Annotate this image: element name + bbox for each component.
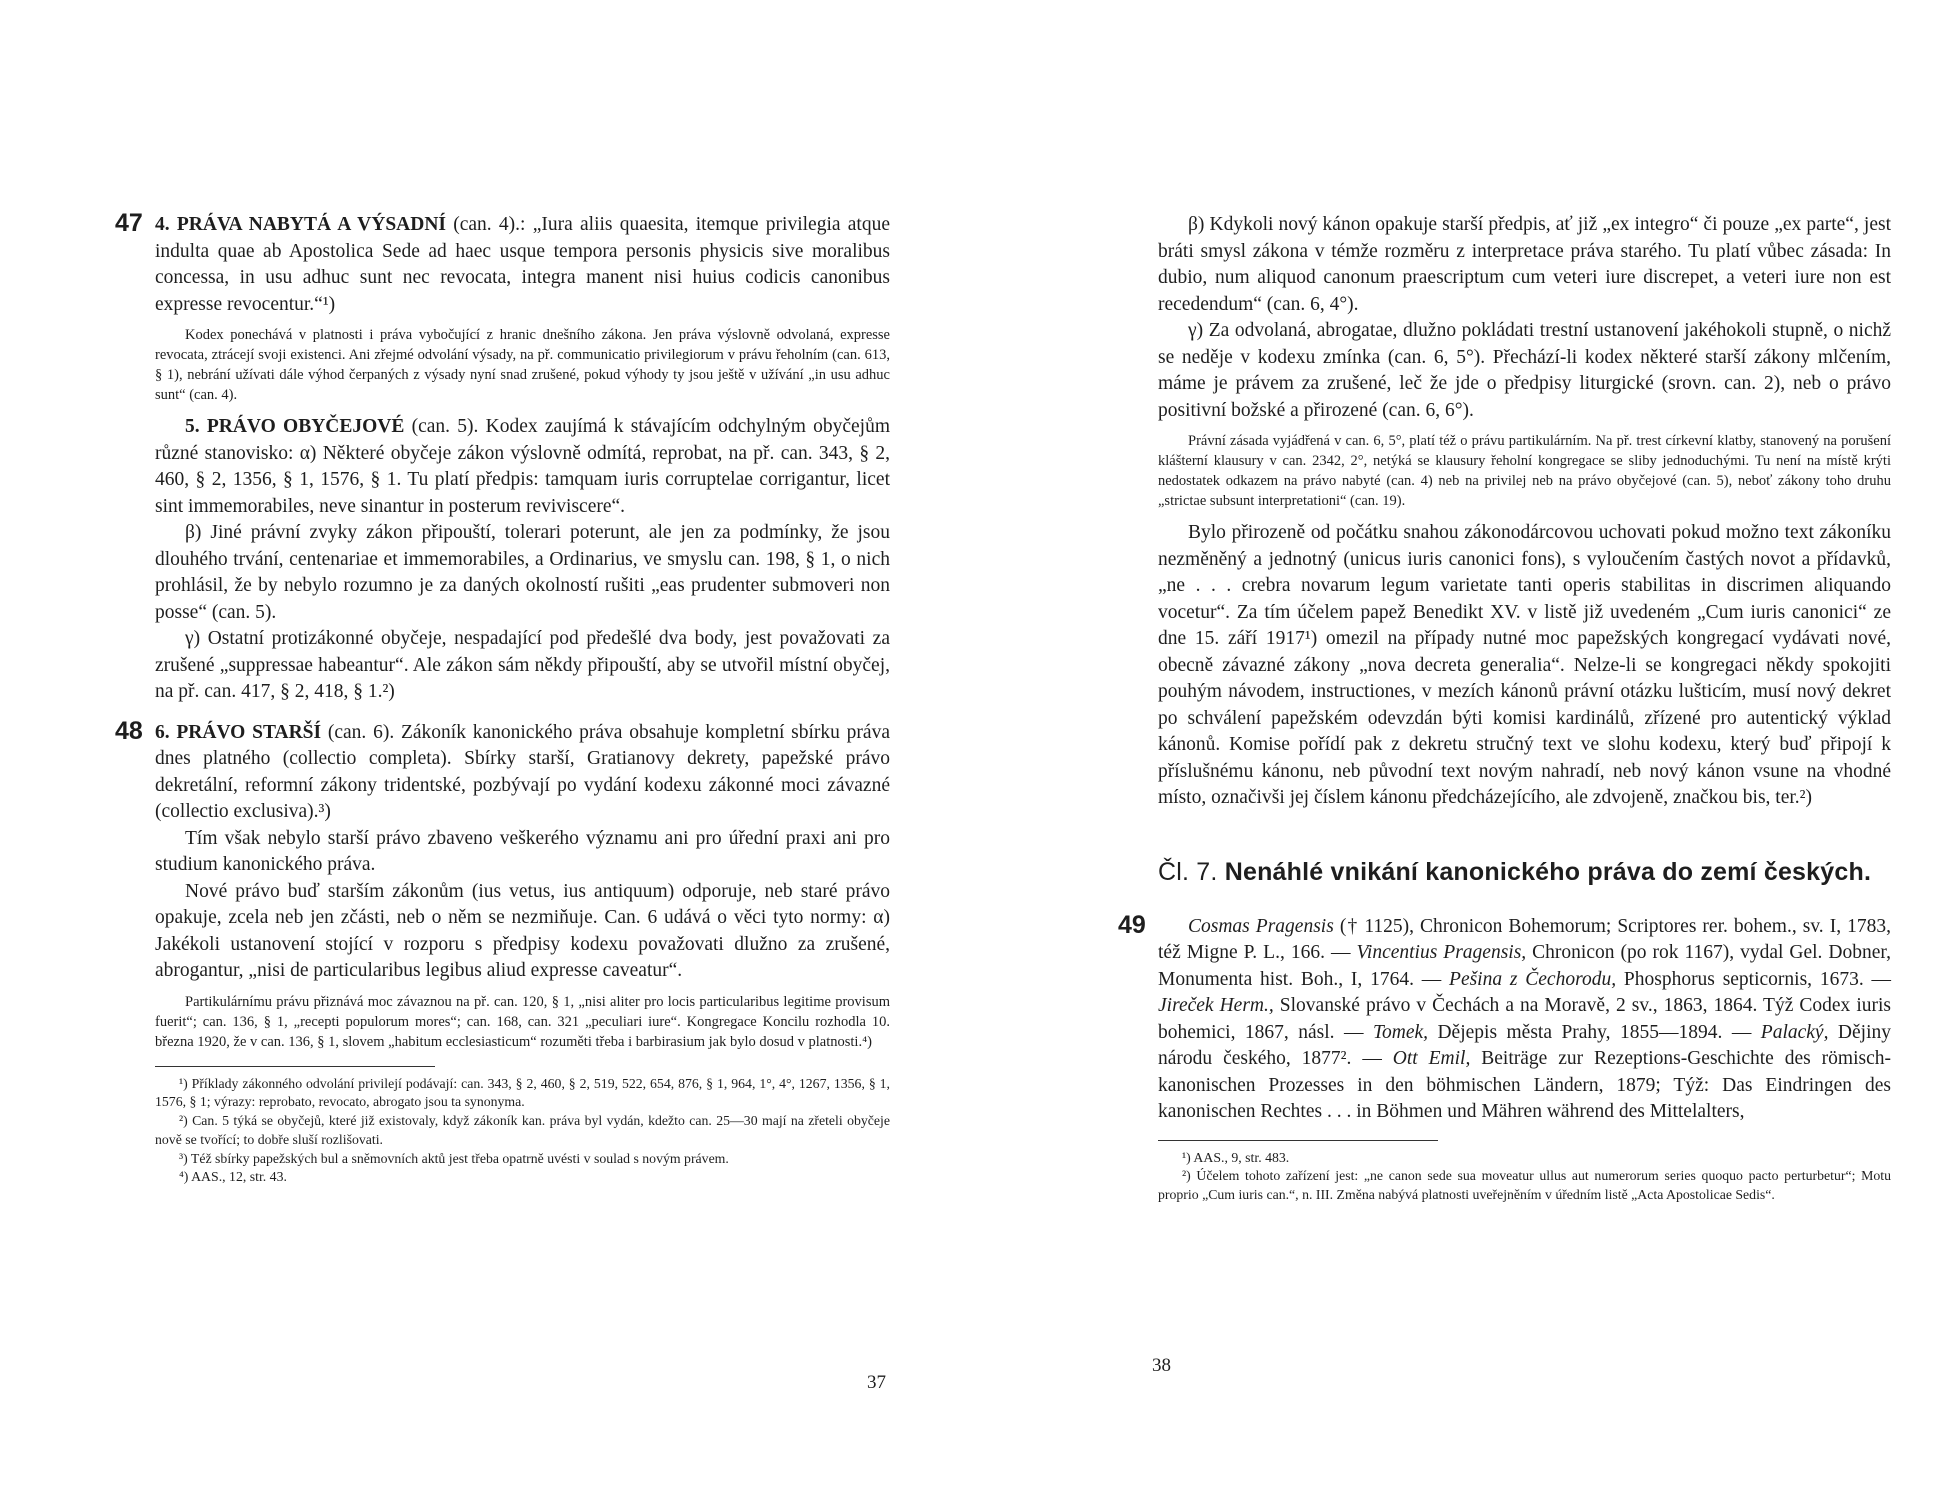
citation-author: Vincentius Pragensis, [1356, 942, 1527, 963]
left-text-column [115, 209, 890, 1187]
citation-text: Chronicon (po rok 1167), vydal Gel. Dobner, Monumenta hist. Boh., I, 1764. — [1158, 942, 1891, 990]
margin-number-48: 48 [115, 716, 143, 745]
margin-number-47: 47 [115, 209, 143, 237]
citation-author: Pešina z Čechorodu, [1449, 968, 1617, 990]
margin-number-49: 49 [1118, 910, 1146, 939]
right-text-column [1118, 212, 1892, 1205]
paragraph-text: (can. 4).: „Iura aliis quaesita, itemque privilegia atque indulta quae ab Apostolica Sede ad haec usque tempora personis physicis sive moralibus concessa, in usu adhuc sunt nec revocata, integra manent nisi huius codicis canonibus expresse revocentur.“¹) [155, 214, 890, 315]
citation-author: Ott Emil, [1392, 1048, 1471, 1069]
heading-pravo-obycejove: 5. PRÁVO OBYČEJOVÉ [185, 416, 405, 437]
heading-prava-nabyta: 4. PRÁVA NABYTÁ A VÝSADNÍ [155, 214, 447, 235]
footnote-1: ¹) AAS., 9, str. 483. [1182, 1149, 1290, 1165]
heading-pravo-starsi: 6. PRÁVO STARŠÍ [155, 721, 322, 743]
footnote-1: ¹) Příklady zákonného odvolání privilejí podávají: can. 343, § 2, 460, § 2, 519, 522, 654, 876, § 1, 964, 1°, 4°, 1267, 1356, § 1, 1576, § 1; výrazy: reprobato, revocato, abrogato jsou ta synonyma. [155, 1075, 890, 1110]
citation-text: Slovanské právo v Čechách a na Moravě, 2 sv., 1863, 1864. Týž Codex iuris bohemici, 1867, násl. — [1158, 995, 1891, 1043]
page-number: 38 [1152, 1355, 1171, 1376]
paragraph-gamma-odvolana: γ) Za odvolaná, abrogatae, dlužno pokládati trestní ustanovení jakéhokoli stupně, o nichž se neděje v kodexu zmínka (can. 6, 5°). Přechází-li kodex některé starší zákony mlčením, máme je právem za zrušené, leč že jde o předpisy liturgické (srovn. can. 2), neb o právo positivní božské a přirozené (can. 6, 6°). [1158, 320, 1891, 421]
footnote-rule [1158, 1140, 1438, 1141]
section-heading [1158, 856, 1891, 888]
paragraph-47 [115, 209, 890, 318]
citation-author: Palacký, [1760, 1021, 1829, 1043]
citation-author: Tomek, [1372, 1021, 1429, 1043]
section-title: Nenáhlé vnikání kanonického práva do zemí českých. [1224, 857, 1872, 886]
citation-author: Jireček Herm., [1158, 995, 1274, 1016]
page-number: 37 [867, 1372, 886, 1393]
paragraph-gamma: γ) Ostatní protizákonné obyčeje, nespadající pod předešlé dva body, jest považovati za zrušené „suppressae habeantur“. Ale zákon sám někdy připouští, aby se utvořil místní obyčej, na př. can. 417, § 2, 418, § 1.²) [155, 628, 890, 702]
section-number: Čl. 7. [1158, 857, 1218, 886]
small-note: Partikulárnímu právu přiznává moc závaznou na př. can. 120, § 1, „nisi aliter pro locis particularibus legitime provisum fuerit“; can. 136, § 1, „recepti populorum mores“; can. 168, can. 321 „peculiari iure“. Kongregace Koncilu rozhodla 10. března 1920, že v can. 136, § 1, slovem „habitum ecclesiasticum“ rozuměti třeba i barbirasium jak bylo dosud v platnosti.⁴) [155, 993, 890, 1050]
citation-author: Cosmas Pragensis [1188, 915, 1334, 937]
footnote-rule [155, 1066, 435, 1067]
paragraph-nove-pravo: Nové právo buď starším zákonům (ius vetus, ius antiquum) odporuje, neb staré právo opakuje, zcela neb jen zčásti, neb o něm se nezmiňuje. Can. 6 udává o věci tyto normy: α) Jakékoli ustanovení stojící v rozporu s předpisy kodexu považovati dlužno za zrušené, abrogantur, „nisi de particularibus legibus aliud expresse caveatur“. [155, 880, 890, 981]
paragraph-bylo-prirozene: Bylo přirozeně od počátku snahou zákonodárcovou uchovati pokud možno text zákoníku nezměněný a jednotný (unicus iuris canonici fons), s vyloučením častých novot a přídavků, „ne . . . crebra novarum legum varietate tanti operis stabilitas in discrimen aliquando vocetur“. Za tím účelem papež Benedikt XV. v listě již uvedeném „Cum iuris canonici“ ze dne 15. září 1917¹) omezil na případy nutné moc papežských kongregací vydávati nové, obecně závazné zákony „nova decreta generalia“. Nelze-li se kongregaci někdy spokojiti pouhým návodem, instructiones, v mezích kánonů právní otázku lušticím, musí nový dekret po schválení papežském odevzdán býti komisi kardinálů, zřízené pro autentický výklad kánonů. Komise pořídí pak z dekretu stručný text ve slohu kodexu, který buď připojí k příslušnému kánonu, neb původní text novým nahradí, neb nový kánon vsune na vhodné místo, označivši jej číslem kánonu předcházejícího, ale zdvojeně, značkou bis, ter.²) [1158, 522, 1891, 808]
paragraph-beta: β) Jiné právní zvyky zákon připouští, tolerari poterunt, ale jen za podmínky, že jsou dlouhého trvání, centenariae et immemorabiles, a Ordinarius, ve smyslu can. 198, § 1, o nich prohlásil, že by nebylo rozumno je za daných okolností rušiti „eas prudenter submoveri non posse“ (can. 5). [155, 522, 890, 623]
paragraph-48 [115, 716, 890, 826]
small-note: Právní zásada vyjádřená v can. 6, 5°, platí též o právu partikulárním. Na př. trest církevní klatby, stanovený na porušení klášterní klausury v can. 2342, 2°, netýká se klausury řeholní kongregace se sliby jednoduchými. Tu není na místě krýti nedostatek odkazem na právo nabyté (can. 4) neb na privilej neb na právo obyčejové (can. 5), neboť zákony toho druhu „strictae subsunt interpretationi“ (can. 19). [1158, 433, 1891, 509]
footnote-2: ²) Can. 5 týká se obyčejů, které již existovaly, když zákoník kan. práva byl vydán, kdežto can. 25—30 mají na zřeteli obyčeje nově se tvořící; to dobře sluší rozlišovati. [155, 1113, 890, 1147]
citation-text: († 1125), Chronicon Bohemorum; Scriptores rer. bohem., sv. I, 1783, též Migne P. L., 166. — [1158, 915, 1891, 963]
paragraph-text: (can. 5). Kodex zaujímá k stávajícím odchylným obyčejům různé stanovisko: α) Některé obyčeje zákon výslovně odmítá, reprobat, na př. can. 343, § 2, 460, § 2, 1356, § 1, 1576, § 1. Tu platí předpis: tamquam iuris corruptelae corrigantur, licet sint immemorabiles, neve sinantur in posterum reviviscere“. [155, 416, 890, 517]
footnote-4: ⁴) AAS., 12, str. 43. [179, 1169, 287, 1185]
small-note: Kodex ponechává v platnosti i práva vybočující z hranic dnešního zákona. Jen práva výslovně odvolaná, expresse revocata, ztrácejí svoji existenci. Ani zřejmé odvolání výsady, na př. communicatio privilegiorum v právu řeholním (can. 613, § 1), nebrání užívati dále výhod čerpaných z výsady nyní snad zrušené, pokud výhody ty jsou ještě v užívání „in usu adhuc sunt“ (can. 4). [155, 327, 890, 403]
citation-text: Beiträge zur Rezeptions-Geschichte des römisch-kanonischen Prozesses in den böhmischen Ländern, 1879; Týž: Das Eindringen des kanonischen Rechtes . . . in Böhmen und Mähren während des Mittelalters, [1158, 1048, 1891, 1122]
paragraph-beta-kdykoli: β) Kdykoli nový kánon opakuje starší předpis, ať již „ex integro“ či pouze „ex parte“, jest bráti smysl zákona v témže rozměru z interpretace práva starého. Tu platí vůbec zásada: In dubio, num aliquod canonum praescriptum cum veteri iure discrepet, a veteri iure non est recedendum“ (can. 6, 4°). [1158, 214, 1891, 315]
footnote-2: ²) Účelem tohoto zařízení jest: „ne canon sede sua moveatur ullus aut numerorum series quoquo pacto perturbetur“; Motu proprio „Cum iuris can.“, n. III. Změna nabývá platnosti uveřejněním v úředním listě „Acta Apostolicae Sedis“. [1158, 1168, 1891, 1203]
right-page [980, 0, 1960, 1500]
citation-text: Dějepis města Prahy, 1855—1894. — [1428, 1021, 1761, 1043]
paragraph-49 [1118, 910, 1892, 1126]
citation-text: Dějiny národu českého, 1877². — [1158, 1021, 1891, 1069]
paragraph-text: (can. 6). Zákoník kanonického práva obsahuje kompletní sbírku práva dnes platného (collectio completa). Sbírky starší, Gratianovy dekrety, papežské právo dekretální, reformní zákony tridentské, pozbývají po vydání kodexu zákonné moci závazné (collectio exclusiva).³) [155, 721, 890, 822]
paragraph-tim-vsak: Tím však nebylo starší právo zbaveno veškerého významu ani pro úřední praxi ani pro studium kanonického práva. [155, 827, 890, 875]
paragraph-pravo-obycejove [155, 414, 890, 520]
citation-text: Phosphorus septicornis, 1673. — [1616, 968, 1892, 990]
footnote-3: ³) Též sbírky papežských bul a sněmovních aktů jest třeba opatrně uvésti v soulad s novým právem. [179, 1150, 729, 1166]
